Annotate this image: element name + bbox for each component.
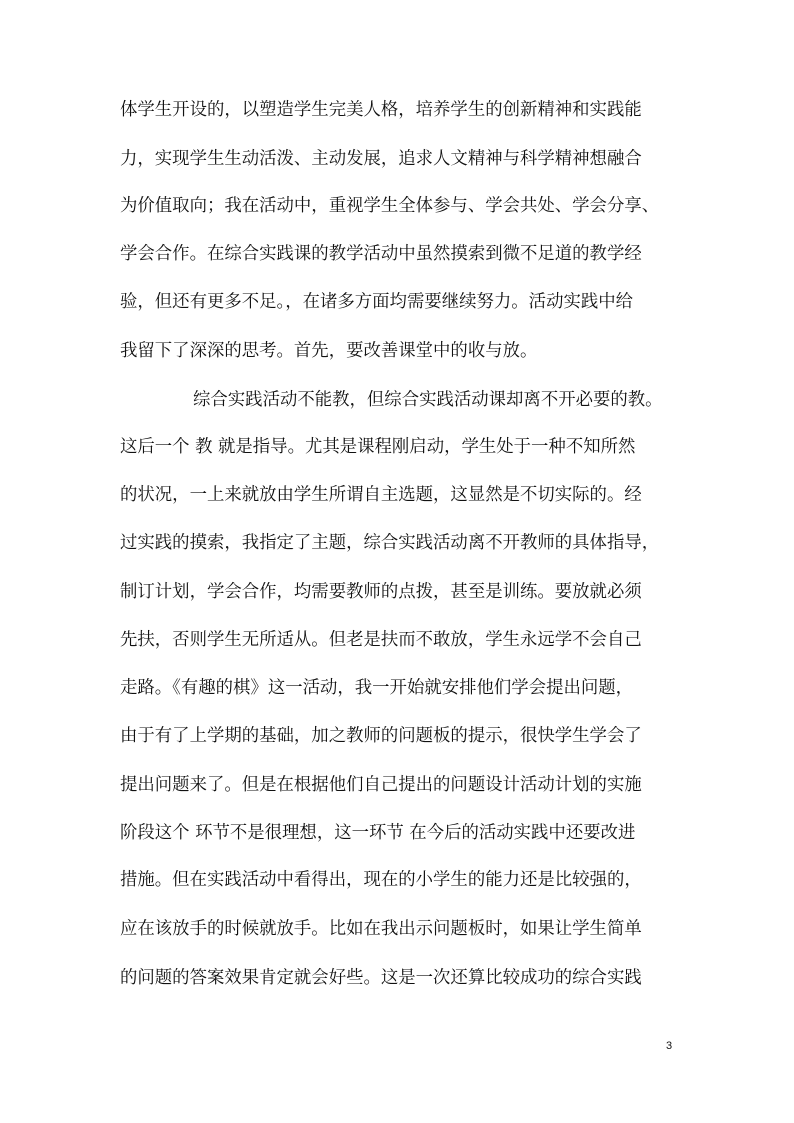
body-text-line: 由于有了上学期的基础，加之教师的问题板的提示，很快学生学会了 [120,726,642,746]
body-text-line: 走路。《有趣的棋》这一活动，我一开始就安排他们学会提出问题， [120,678,634,698]
body-text-line: 措施。但在实践活动中看得出，现在的小学生的能力还是比较强的， [120,870,642,890]
body-text-line: 阶段这个 环节不是很理想，这一环节 在今后的活动实践中还要改进 [120,823,636,843]
body-text-line: 的问题的答案效果肯定就会好些。这是一次还算比较成功的综合实践 [120,968,642,988]
body-text-line: 为价值取向；我在活动中，重视学生全体参与、学会共处、学会分享、 [120,196,660,216]
paragraph-first-line: 综合实践活动不能教，但综合实践活动课却离不开必要的教。 [193,390,663,410]
body-text-line: 学会合作。在综合实践课的教学活动中虽然摸索到微不足道的教学经 [120,244,642,264]
body-text-line: 的状况，一上来就放由学生所谓自主选题，这显然是不切实际的。经 [120,485,642,505]
body-text-line: 过实践的摸索，我指定了主题，综合实践活动离不开教师的具体指导， [120,533,660,553]
body-text-line: 这后一个 教 就是指导。尤其是课程刚启动，学生处于一种不知所然 [120,437,636,457]
body-text-line: 验，但还有更多不足。，在诸多方面均需要继续努力。活动实践中给 [120,292,634,312]
body-text-line: 应在该放手的时候就放手。比如在我出示问题板时，如果让学生简单 [120,919,642,939]
body-text-line: 提出问题来了。但是在根据他们自己提出的问题设计活动计划的实施 [120,775,642,795]
body-text-line: 制订计划，学会合作，均需要教师的点拨，甚至是训练。要放就必须 [120,582,642,602]
body-text-line: 先扶，否则学生无所适从。但老是扶而不敢放，学生永远学不会自己 [120,630,642,650]
page-number: 3 [666,1040,673,1052]
body-text-line: 力，实现学生生动活泼、主动发展，追求人文精神与科学精神想融合 [120,149,642,169]
body-text-line: 体学生开设的，以塑造学生完美人格，培养学生的创新精神和实践能 [120,100,642,120]
body-text-line: 我留下了深深的思考。首先，要改善课堂中的收与放。 [120,341,538,361]
